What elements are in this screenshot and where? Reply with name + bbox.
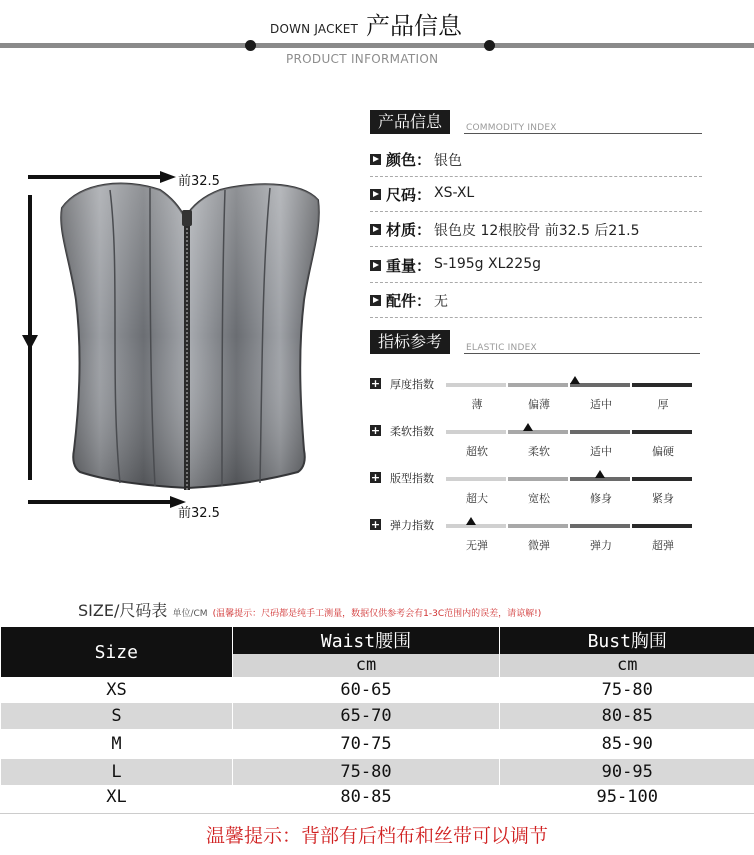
plus-icon: + [370, 518, 381, 531]
index-tick-label: 适中 [590, 398, 612, 411]
size-chart-unit: 单位/CM [172, 609, 208, 619]
waist-unit: cm [233, 654, 500, 677]
waist-cell: 80-85 [233, 785, 500, 809]
info-row-material [370, 217, 702, 243]
index-row-elasticity [370, 517, 700, 557]
table-row [1, 759, 754, 785]
header-rule [0, 43, 754, 48]
index-tick-label: 超大 [466, 492, 488, 505]
index-tick-label: 柔软 [528, 445, 550, 458]
size-cell: XS [1, 677, 233, 703]
header-rule-dot-right [484, 40, 495, 51]
index-label: 版型指数 [390, 472, 434, 485]
front-bottom-measure-label: 前32.5 [178, 506, 220, 521]
plus-icon: + [370, 424, 381, 437]
index-tick-label: 厚 [657, 398, 669, 411]
waist-cell: 65-70 [233, 703, 500, 729]
info-divider [370, 176, 702, 177]
bullet-arrow-icon [370, 189, 381, 200]
info-value: 无 [434, 294, 448, 310]
index-scale-segment [508, 430, 568, 434]
elastic-title: 指标参考 [370, 330, 450, 354]
bust-column-header: Bust胸围 [500, 627, 754, 654]
size-chart-title: SIZE/尺码表 [78, 601, 168, 620]
commodity-en-title: COMMODITY INDEX [466, 123, 557, 133]
corset-illustration [0, 150, 360, 530]
bust-cell: 80-85 [500, 703, 754, 729]
index-scale-segment [508, 477, 568, 481]
index-tick-label: 宽松 [528, 492, 550, 505]
index-row-fit [370, 470, 700, 510]
index-level-marker [570, 376, 580, 384]
commodity-title-rule [464, 133, 702, 134]
index-label: 柔软指数 [390, 425, 434, 438]
info-key: 颜色： [386, 151, 432, 169]
info-value: 银色 [434, 153, 462, 169]
info-value: S-195g XL225g [434, 256, 541, 272]
info-divider [370, 211, 702, 212]
info-value: 银色皮 12根胶骨 前32.5 后21.5 [434, 223, 640, 239]
index-scale-segment [446, 477, 506, 481]
index-scale-segment [446, 430, 506, 434]
info-value: XS-XL [434, 185, 475, 201]
index-row-thickness [370, 376, 700, 416]
index-level-marker [523, 423, 533, 431]
index-level-marker [466, 517, 476, 525]
waist-column-header: Waist腰围 [233, 627, 500, 654]
header-subtitle: PRODUCT INFORMATION [286, 52, 439, 66]
index-tick-label: 超软 [466, 445, 488, 458]
index-tick-label: 微弹 [528, 539, 550, 552]
index-row-softness [370, 423, 700, 463]
waist-cell: 60-65 [233, 677, 500, 703]
info-row-accessories [370, 288, 702, 314]
index-scale-segment [570, 430, 630, 434]
size-table [0, 627, 754, 809]
index-tick-label: 偏硬 [652, 445, 674, 458]
index-scale-segment [446, 383, 506, 387]
size-cell: M [1, 729, 233, 759]
info-key: 重量： [386, 257, 432, 275]
bust-unit: cm [500, 654, 754, 677]
plus-icon: + [370, 377, 381, 390]
index-tick-label: 薄 [471, 398, 483, 411]
product-image [0, 150, 360, 530]
commodity-section-title [370, 110, 702, 134]
index-tick-label: 紧身 [652, 492, 674, 505]
info-row-size [370, 182, 702, 208]
bust-cell: 95-100 [500, 785, 754, 809]
index-scale-segment [632, 430, 692, 434]
info-divider [370, 317, 702, 318]
index-tick-label: 弹力 [590, 539, 612, 552]
index-label: 厚度指数 [390, 378, 434, 391]
index-label: 弹力指数 [390, 519, 434, 532]
bust-cell: 85-90 [500, 729, 754, 759]
index-level-marker [595, 470, 605, 478]
footer-tip: 温馨提示：背部有后档布和丝带可以调节 [205, 825, 548, 847]
plus-icon: + [370, 471, 381, 484]
size-chart-heading [78, 598, 541, 621]
bullet-arrow-icon [370, 154, 381, 165]
size-cell: XL [1, 785, 233, 809]
index-tick-label: 偏薄 [528, 398, 550, 411]
header-rule-dot-left [245, 40, 256, 51]
bullet-arrow-icon [370, 260, 381, 271]
commodity-title: 产品信息 [370, 110, 450, 134]
bullet-arrow-icon [370, 295, 381, 306]
info-key: 配件： [386, 292, 432, 310]
info-divider [370, 282, 702, 283]
bust-cell: 90-95 [500, 759, 754, 785]
index-scale-segment [632, 383, 692, 387]
index-tick-label: 适中 [590, 445, 612, 458]
index-tick-label: 无弹 [466, 539, 488, 552]
elastic-title-rule [464, 353, 700, 354]
bullet-arrow-icon [370, 224, 381, 235]
size-cell: S [1, 703, 233, 729]
info-row-weight [370, 253, 702, 279]
size-table-bottom-rule [0, 813, 754, 814]
index-tick-label: 修身 [590, 492, 612, 505]
table-row [1, 729, 754, 759]
info-key: 尺码： [386, 186, 432, 204]
index-scale-segment [508, 524, 568, 528]
table-row [1, 785, 754, 809]
table-row [1, 703, 754, 729]
elastic-en-title: ELASTIC INDEX [466, 343, 537, 353]
index-scale-segment [570, 524, 630, 528]
size-chart-note: (温馨提示：尺码都是纯手工测量，数据仅供参考会有1-3C范围内的误差，请谅解!) [212, 609, 542, 619]
size-column-header: Size [1, 627, 233, 677]
info-key: 材质： [386, 221, 432, 239]
size-cell: L [1, 759, 233, 785]
waist-cell: 75-80 [233, 759, 500, 785]
index-scale-segment [508, 383, 568, 387]
info-divider [370, 246, 702, 247]
index-scale-segment [446, 524, 506, 528]
index-tick-label: 超弹 [652, 539, 674, 552]
page-header [0, 0, 754, 80]
front-top-measure-label: 前32.5 [178, 174, 220, 189]
index-scale-segment [632, 524, 692, 528]
bust-cell: 75-80 [500, 677, 754, 703]
elastic-section-title [370, 330, 700, 354]
info-row-color [370, 147, 702, 173]
table-row [1, 677, 754, 703]
header-en-title: DOWN JACKET [270, 22, 359, 36]
waist-cell: 70-75 [233, 729, 500, 759]
header-cn-title: 产品信息 [366, 12, 462, 40]
index-scale-segment [632, 477, 692, 481]
